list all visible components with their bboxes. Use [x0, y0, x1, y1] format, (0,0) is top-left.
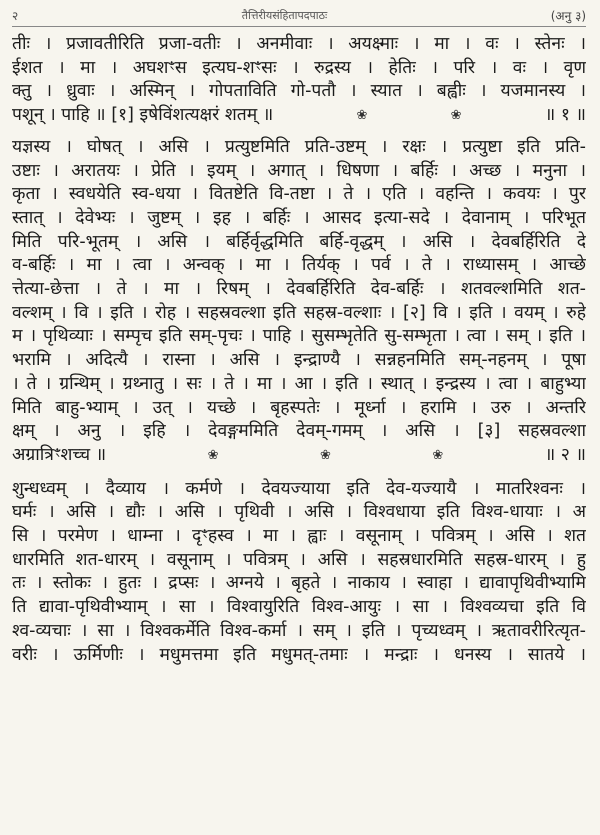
text-line: पशून् । पाहि ॥ [१] इषेविंशत्यक्षरं शतम् ॥	[12, 105, 274, 126]
text-line: धारमिति शत-धारम् । वसूनाम् । पवित्रम् । असि । सहस्रधारमिति सहस्र-धारम् । हु	[12, 549, 586, 570]
text-line: शुन्धध्वम् । दैव्याय । कर्मणे । देवयज्याया इति देव-यज्यायै । मातरिश्वनः ।	[12, 478, 586, 499]
text-line: वरीः । ऊर्मिणीः । मधुमत्तमा इति मधुमत्-तमाः । मन्द्राः । धनस्य । सातये ।	[12, 644, 586, 665]
flower-ornament-icon: ❀	[432, 447, 444, 463]
text-line: उष्टाः । अरातयः । प्रेति । इयम् । अगात् । धिषणा । बर्हिः । अच्छ । मनुना ।	[12, 160, 586, 181]
text-line: मिति परि-भूतम् । असि । बर्हिर्वृद्धमिति बर्हि-वृद्धम् । असि । देवबर्हिरिति दे	[12, 231, 586, 252]
text-line: तीः । प्रजावतीरिति प्रजा-वतीः । अनमीवाः । अयक्ष्माः । मा । वः । स्तेनः ।	[12, 34, 586, 54]
page-header	[12, 4, 586, 27]
text-line: ति द्यावा-पृथिवीभ्याम् । सा । विश्वायुरिति विश्व-आयुः । सा । विश्वव्यचा इति वि	[12, 597, 586, 618]
flower-ornament-icon: ❀	[320, 447, 331, 463]
text-line: मिति बाहु-भ्याम् । उत् । यच्छे । बृहस्पतेः । मूर्ध्ना । हरामि । उरु । अन्तरि	[12, 397, 586, 418]
paragraph-1	[12, 33, 586, 128]
text-line: क्तु । ध्रुवाः । अस्मिन् । गोपताविति गो-पतौ । स्यात । बह्वीः । यजमानस्य ।	[12, 81, 586, 102]
verse-end-line	[12, 444, 586, 468]
paragraph-3	[12, 478, 586, 668]
text-line: ईशत । मा । अघशꣳस इत्यघ-शꣳसः । रुद्रस्य । हेतिः । परि । वः । वृण	[12, 57, 586, 78]
text-line: स्तात् । देवेभ्यः । जुष्टम् । इह । बर्हिः । आसद इत्या-सदे । देवानाम् । परिभूत	[12, 207, 586, 228]
text-line: । ते । ग्रन्थिम् । ग्रथ्नातु । सः । ते । मा । आ । इति । स्थात् । इन्द्रस्य । त्वा । बाहुभ्या	[12, 373, 586, 394]
text-line: कृता । स्वधयेति स्व-धया । वितष्टेति वि-तष्टा । ते । एति । वहन्ति । कवयः । पुर	[12, 184, 586, 205]
flower-ornament-icon: ❀	[356, 108, 368, 124]
text-line: तः । स्तोकः । हुतः । द्रप्सः । अग्नये । बृहते । नाकाय । स्वाहा । द्यावापृथिवीभ्यामि	[12, 573, 586, 594]
text-line: यज्ञस्य । घोषत् । असि । प्रत्युष्टमिति प्रति-उष्टम् । रक्षः । प्रत्युष्टा इति प्रति-	[12, 136, 586, 157]
verse-number: ॥ २ ॥	[544, 444, 586, 465]
verse-number: ॥ १ ॥	[544, 105, 586, 126]
text-line: त्तेत्या-छेत्ता । ते । मा । रिषम् । देवबर्हिरिति देव-बर्हिः । शतवल्शमिति शत-	[12, 279, 586, 300]
text-line: सि । परमेण । धाम्ना । दृꣳहस्व । मा । ह्वाः । वसूनाम् । पवित्रम् । असि । शत	[12, 526, 586, 547]
flower-ornament-icon: ❀	[450, 108, 462, 124]
text-line: म । पृथिव्याः । सम्पृच इति सम्-पृचः । पाहि । सुसम्भृतेति सु-सम्भृता । त्वा । सम् । इति ।	[12, 326, 586, 347]
text-line: क्षम् । अनु । इहि । देवङ्गममिति देवम्-गमम् । असि । [३] सहस्रवल्शा	[12, 421, 586, 442]
text-line: घर्मः । असि । द्यौः । असि । पृथिवी । असि । विश्वधाया इति विश्व-धायाः । अ	[12, 502, 586, 523]
running-title: तैत्तिरीयसंहितापदपाठः	[241, 8, 328, 22]
text-line: अग्रात्रिꣳशच्च ॥	[12, 444, 107, 465]
paragraph-2	[12, 136, 586, 468]
flower-ornament-icon: ❀	[207, 447, 219, 463]
verse-end-line	[12, 104, 586, 128]
section-label: (अनु ३)	[550, 8, 586, 23]
text-line: श्व-व्यचाः । सा । विश्वकर्मेति विश्व-कर्मा । सम् । इति । पृच्यध्वम् । ऋतावरीरित्यृत-	[12, 620, 586, 641]
page-number: २	[12, 8, 19, 23]
text-line: व-बर्हिः । मा । त्वा । अन्वक् । मा । तिर्यक् । पर्व । ते । राध्यासम् । आच्छे	[12, 255, 586, 276]
text-line: वल्शम् । वि । इति । रोह । सहस्रवल्शा इति सहस्र-वल्शाः । [२] वि । इति । वयम् । रुहे	[12, 302, 586, 323]
text-line: भरामि । अदित्यै । रास्ना । असि । इन्द्राण्यै । सन्नहनमिति सम्-नहनम् । पूषा	[12, 350, 586, 371]
